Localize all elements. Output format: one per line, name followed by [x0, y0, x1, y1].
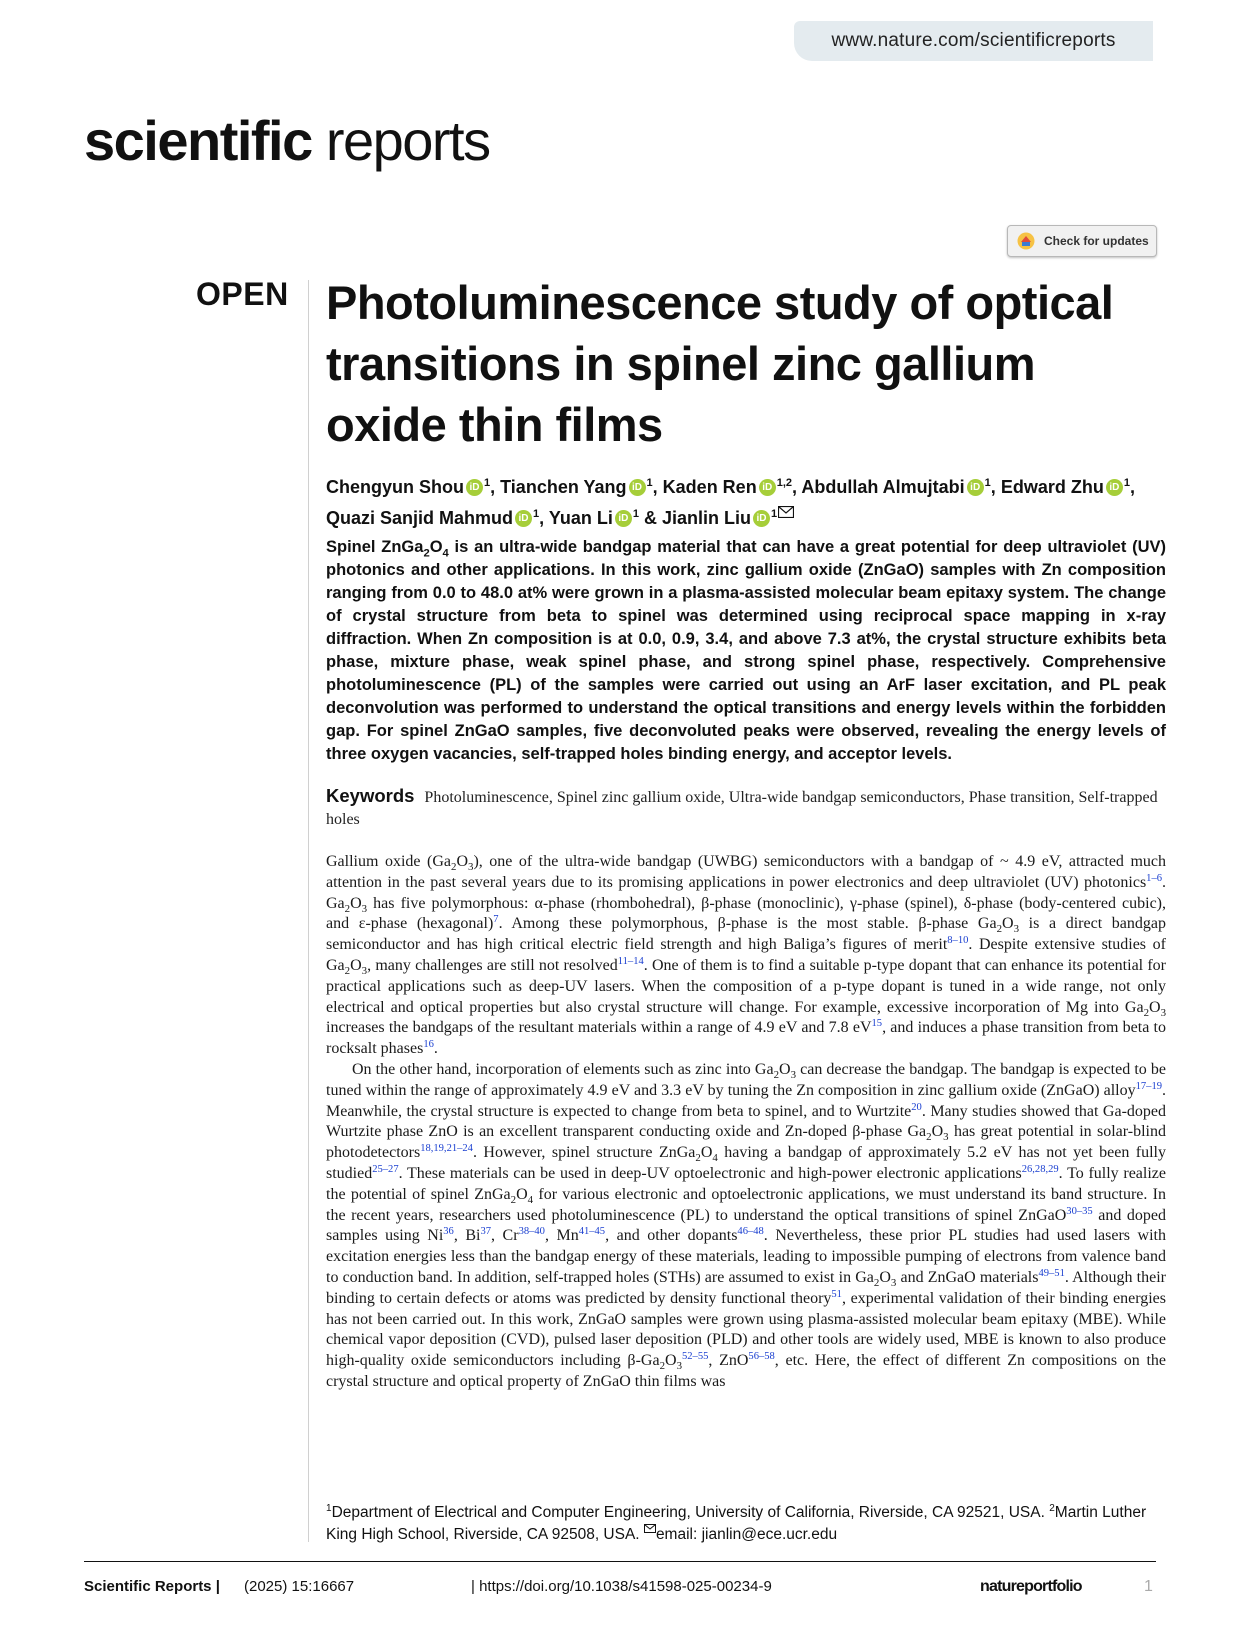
- body-text-segment: and ZnGaO materials: [896, 1268, 1039, 1286]
- footer-doi-link[interactable]: | https://doi.org/10.1038/s41598-025-00234-9: [471, 1578, 772, 1595]
- reference-link[interactable]: 18,19,21–24: [420, 1143, 473, 1155]
- article-title: Photoluminescence study of optical transitions in spinel zinc gallium oxide thin films: [326, 276, 1114, 451]
- body-text-segment: O: [516, 1185, 528, 1203]
- chem-subscript: 2: [996, 923, 1003, 936]
- reference-link[interactable]: 46–48: [737, 1226, 764, 1238]
- body-text-segment: has great potential in solar-blind photodetectors: [326, 1123, 1167, 1162]
- body-text-segment: , Bi: [453, 1227, 481, 1245]
- orcid-icon[interactable]: iD: [1106, 479, 1123, 496]
- author-affiliation: 1: [646, 477, 653, 489]
- reference-link[interactable]: 15: [871, 1018, 883, 1030]
- check-for-updates-button[interactable]: [1007, 225, 1157, 257]
- body-text-segment: , and other dopants: [605, 1227, 738, 1245]
- reference-link[interactable]: 8–10: [947, 935, 969, 947]
- body-text-segment: , ZnO: [708, 1352, 749, 1370]
- keywords-text: Photoluminescence, Spinel zinc gallium oxide, Ultra-wide bandgap semiconductors, Phase transition, Self-trapped holes: [326, 789, 1158, 828]
- body-text-segment: , experimental validation of their binding energies has not been carried out. In this work, ZnGaO samples were grown using plasma-assisted molecular beam epitaxy (MBE). While chemical vapor deposition (CVD), pulsed laser deposition (PLD) and other tools are widely used, MBE is known to also produce high-quality oxide semiconductors including β-Ga: [326, 1289, 1167, 1370]
- body-text-segment: . Ga: [326, 873, 1166, 912]
- chem-subscript: 3: [790, 1069, 796, 1082]
- affiliation-2: Martin Luther King High School, Riverside, CA 92508, USA.: [326, 1504, 1147, 1544]
- reference-link[interactable]: 26,28,29: [1021, 1164, 1059, 1176]
- chem-subscript: 3: [1013, 923, 1020, 936]
- body-text-segment: O: [350, 956, 362, 974]
- chem-subscript: 2: [451, 861, 457, 874]
- orcid-icon[interactable]: iD: [759, 479, 776, 496]
- author-separator: ,: [1129, 477, 1135, 497]
- body-text-segment: , etc. Here, the effect of different Zn compositions on the crystal structure and optical property of ZnGaO thin films was: [326, 1352, 1167, 1390]
- reference-link[interactable]: 16: [423, 1039, 434, 1051]
- keywords-label: Keywords: [326, 785, 415, 806]
- body-text-segment: can decrease the bandgap. The bandgap is expected to be tuned within the range of approximately 4.9 eV and 3.3 eV by tuning the Zn composition in zinc gallium oxide (ZnGaO) alloy: [326, 1060, 1166, 1099]
- paragraph-2: [326, 1060, 1166, 1393]
- reference-link[interactable]: 52–55: [682, 1351, 709, 1363]
- email-icon: [644, 1524, 656, 1533]
- affiliation-marker: 1: [326, 1503, 332, 1514]
- body-text-segment: has five polymorphous: α-phase (rhombohedral), β-phase (monoclinic), γ-phase (spinel), δ-phase (body-centered cubic), and ε-phase (hexagonal): [326, 894, 1166, 933]
- body-text-segment: O: [665, 1352, 677, 1370]
- chem-subscript: 2: [1143, 1006, 1149, 1019]
- body-text-segment: , and induces a phase transition from beta to rocksalt phases: [326, 1019, 1166, 1058]
- author-name[interactable]: Yuan Li: [548, 508, 613, 528]
- affiliations: [326, 1498, 1166, 1546]
- footer-rule: [84, 1561, 1156, 1562]
- author-name[interactable]: Tianchen Yang: [500, 477, 627, 497]
- chem-subscript: 2: [344, 965, 351, 978]
- body-text-segment: O: [700, 1144, 713, 1162]
- abstract-part: is an ultra-wide bandgap material that can have a great potential for deep ultraviolet (UV) photonics and other applications. In this work, zinc gallium oxide (ZnGaO) samples with Zn composition ranging from 0.0 to 48.0 at% were grown in a plasma-assisted molecular beam epitaxy system. The change of crystal structure from beta to spinel was determined using reciprocal space mapping in x-ray diffraction. When Zn composition is at 0.0, 0.9, 3.4, and above 7.3 at%, the crystal structure exhibits beta phase, mixture phase, weak spinel phase, and strong spinel phase, respectively. Comprehensive photoluminescence (PL) of the samples were carried out using an ArF laser excitation, and PL peak deconvolution was performed to understand the optical transitions and energy levels within the forbidden gap. For spinel ZnGaO samples, five deconvoluted peaks were observed, revealing the energy levels of three oxygen vacancies, self-trapped holes binding energy, and acceptor levels.: [326, 538, 1166, 763]
- journal-url[interactable]: www.nature.com/scientificreports: [794, 21, 1153, 61]
- corresponding-email[interactable]: email: jianlin@ece.ucr.edu: [655, 1526, 838, 1544]
- margin-divider: [308, 280, 309, 1542]
- body-text-segment: . Many studies showed that Ga-doped Wurtzite phase ZnO is an excellent transparent conducting oxide and Zn-doped β-phase Ga: [326, 1102, 1167, 1141]
- reference-link[interactable]: 7: [493, 914, 499, 926]
- author-name[interactable]: Chengyun Shou: [326, 477, 464, 497]
- body-text-segment: O: [779, 1060, 791, 1078]
- chem-subscript: 3: [361, 902, 368, 915]
- chem-subscript: 2: [695, 1152, 701, 1165]
- chem-subscript: 2: [873, 1277, 880, 1290]
- page-number: 1: [1144, 1578, 1153, 1595]
- reference-link[interactable]: 30–35: [1066, 1205, 1093, 1217]
- author-separator: ,: [539, 508, 549, 528]
- chem-subscript: 3: [676, 1360, 682, 1373]
- author-affiliation: 1: [984, 477, 991, 489]
- body-text-segment: , Cr: [491, 1227, 519, 1245]
- chem-subscript: 2: [773, 1069, 779, 1082]
- body-text-segment: O: [1149, 998, 1161, 1016]
- abstract-subscript: 2: [423, 547, 430, 560]
- body-text-segment: . Among these polymorphous, β-phase is the most stable. β-phase Ga: [498, 915, 997, 933]
- author-affiliation: 1: [484, 477, 491, 489]
- orcid-icon[interactable]: iD: [466, 479, 483, 496]
- chem-subscript: 4: [712, 1152, 718, 1165]
- reference-link[interactable]: 41–45: [578, 1226, 606, 1238]
- open-access-badge: OPEN: [196, 276, 289, 312]
- body-text-segment: . Although their binding to certain defects or atoms was predicted by density functional theory: [326, 1268, 1167, 1307]
- orcid-icon[interactable]: iD: [615, 510, 632, 527]
- chem-subscript: 3: [468, 861, 474, 874]
- reference-link[interactable]: 36: [443, 1226, 454, 1238]
- orcid-icon[interactable]: iD: [629, 479, 646, 496]
- reference-link[interactable]: 51: [831, 1288, 842, 1300]
- body-text-segment: . Meanwhile, the crystal structure is expected to change from beta to spinel, and to Wurtzite: [326, 1081, 1166, 1120]
- author-affiliation: 1: [1123, 477, 1130, 489]
- reference-link[interactable]: 38–40: [518, 1226, 545, 1238]
- body-text-segment: for various electronic and optoelectronic applications, we must understand its band structure. In the recent years, researchers used photoluminescence (PL) to understand the optical transitions of spinel ZnGaO: [326, 1185, 1166, 1224]
- chem-subscript: 2: [510, 1193, 517, 1206]
- body-text: [326, 852, 1166, 1393]
- body-text-segment: . These materials can be used in deep-UV optoelectronic and high-power electronic applications: [398, 1164, 1022, 1182]
- chem-subscript: 2: [344, 902, 351, 915]
- body-text-segment: , many challenges are still not resolved: [367, 956, 618, 974]
- body-text-segment: O: [456, 853, 469, 870]
- author-name[interactable]: Abdullah Almujtabi: [801, 477, 965, 497]
- body-text-segment: Gallium oxide (Ga: [326, 853, 452, 870]
- reference-link[interactable]: 11–14: [617, 956, 644, 968]
- body-text-segment: .: [433, 1040, 438, 1058]
- body-text-segment: . To fully realize the potential of spinel ZnGa: [326, 1164, 1166, 1203]
- body-text-segment: On the other hand, incorporation of elements such as zinc into Ga: [352, 1060, 774, 1078]
- reference-link[interactable]: 1–6: [1146, 873, 1162, 884]
- body-text-segment: increases the bandgaps of the resultant materials within a range of 4.9 eV and 7.8 eV: [326, 1019, 872, 1037]
- author-list: [326, 470, 1166, 532]
- abstract-part: Spinel ZnGa: [326, 538, 424, 556]
- check-updates-label: Check for updates: [1044, 234, 1149, 248]
- chem-subscript: 3: [943, 1131, 949, 1144]
- footer-journal: Scientific Reports |: [84, 1578, 220, 1595]
- body-text-segment: . However, spinel structure ZnGa: [472, 1144, 696, 1162]
- body-text-segment: , Mn: [544, 1227, 579, 1245]
- body-text-segment: O: [1002, 915, 1014, 933]
- orcid-icon[interactable]: iD: [967, 479, 984, 496]
- logo-bold-text: scientific: [84, 109, 312, 172]
- author-name[interactable]: Edward Zhu: [1000, 477, 1104, 497]
- body-text-segment: and doped samples using Ni: [326, 1206, 1166, 1245]
- body-text-segment: ), one of the ultra-wide bandgap (UWBG) semiconductors with a bandgap of ~ 4.9 eV, attracted much attention in the past several years due to its promising applications in power electronics and deep ultraviolet (UV) photonics: [326, 853, 1166, 891]
- reference-link[interactable]: 49–51: [1038, 1268, 1065, 1280]
- author-separator: ,: [490, 477, 501, 497]
- paragraph-1: [326, 852, 1166, 1060]
- affiliation-1: Department of Electrical and Computer Engineering, University of California, Riverside, CA 92521, USA.: [331, 1504, 1045, 1522]
- author-separator: &: [638, 508, 662, 528]
- author-separator: ,: [652, 477, 663, 497]
- nature-portfolio-logo[interactable]: natureportfolio: [980, 1578, 1082, 1595]
- author-affiliation: 1,2: [776, 477, 792, 489]
- affiliation-marker: 2: [1049, 1503, 1055, 1514]
- chem-subscript: 4: [527, 1193, 534, 1206]
- body-text-segment: O: [879, 1268, 891, 1286]
- logo-light-text: reports: [325, 109, 490, 172]
- check-updates-icon: [1017, 232, 1035, 250]
- author-name[interactable]: Quazi Sanjid Mahmud: [326, 508, 514, 528]
- reference-link[interactable]: 17–19: [1135, 1080, 1162, 1092]
- corresponding-author-mail-icon[interactable]: [778, 506, 794, 518]
- reference-link[interactable]: 56–58: [748, 1351, 775, 1363]
- reference-link[interactable]: 37: [480, 1226, 492, 1238]
- orcid-icon[interactable]: iD: [515, 510, 532, 527]
- body-text-segment: is a direct bandgap semiconductor and has high critical electric field strength and high Baliga’s figures of merit: [326, 915, 1166, 954]
- abstract: [326, 536, 1166, 766]
- reference-link[interactable]: 20: [911, 1101, 922, 1113]
- abstract-subscript: 4: [442, 547, 449, 560]
- author-affiliation: 1: [632, 508, 639, 520]
- chem-subscript: 3: [1160, 1006, 1166, 1019]
- body-text-segment: having a bandgap of approximately 5.2 eV has not yet been fully studied: [326, 1144, 1167, 1182]
- author-affiliation: 1: [771, 508, 778, 520]
- chem-subscript: 2: [926, 1131, 932, 1144]
- journal-logo[interactable]: [84, 106, 490, 176]
- author-name[interactable]: Kaden Ren: [662, 477, 757, 497]
- orcid-icon[interactable]: iD: [753, 510, 770, 527]
- body-text-segment: O: [350, 894, 362, 912]
- author-separator: ,: [792, 477, 802, 497]
- body-text-segment: O: [931, 1123, 944, 1141]
- body-text-segment: . One of them is to find a suitable p-type dopant that can enhance its potential for practical applications such as deep-UV lasers. When the composition of a p-type dopant is tuned in a wide range, not only electrical and optical properties but also crystal structure will change. For example, excessive incorporation of Mg into Ga: [326, 956, 1167, 1016]
- author-separator: ,: [990, 477, 1001, 497]
- keywords: [326, 785, 1166, 831]
- chem-subscript: 3: [890, 1277, 897, 1290]
- footer-issue: (2025) 15:16667: [244, 1578, 355, 1595]
- reference-link[interactable]: 25–27: [372, 1164, 399, 1176]
- chem-subscript: 2: [659, 1360, 665, 1373]
- author-affiliation: 1: [533, 508, 540, 520]
- abstract-part: O: [429, 538, 443, 556]
- body-text-segment: . Nevertheless, these prior PL studies had used lasers with excitation energies less than the bandgap energy of these materials, leading to impossible pumping of electrons from valence band to conduction band. In addition, self-trapped holes (STHs) are assumed to exist in Ga: [326, 1227, 1167, 1286]
- body-text-segment: . Despite extensive studies of Ga: [326, 936, 1166, 974]
- author-name[interactable]: Jianlin Liu: [661, 508, 751, 528]
- chem-subscript: 3: [361, 965, 368, 978]
